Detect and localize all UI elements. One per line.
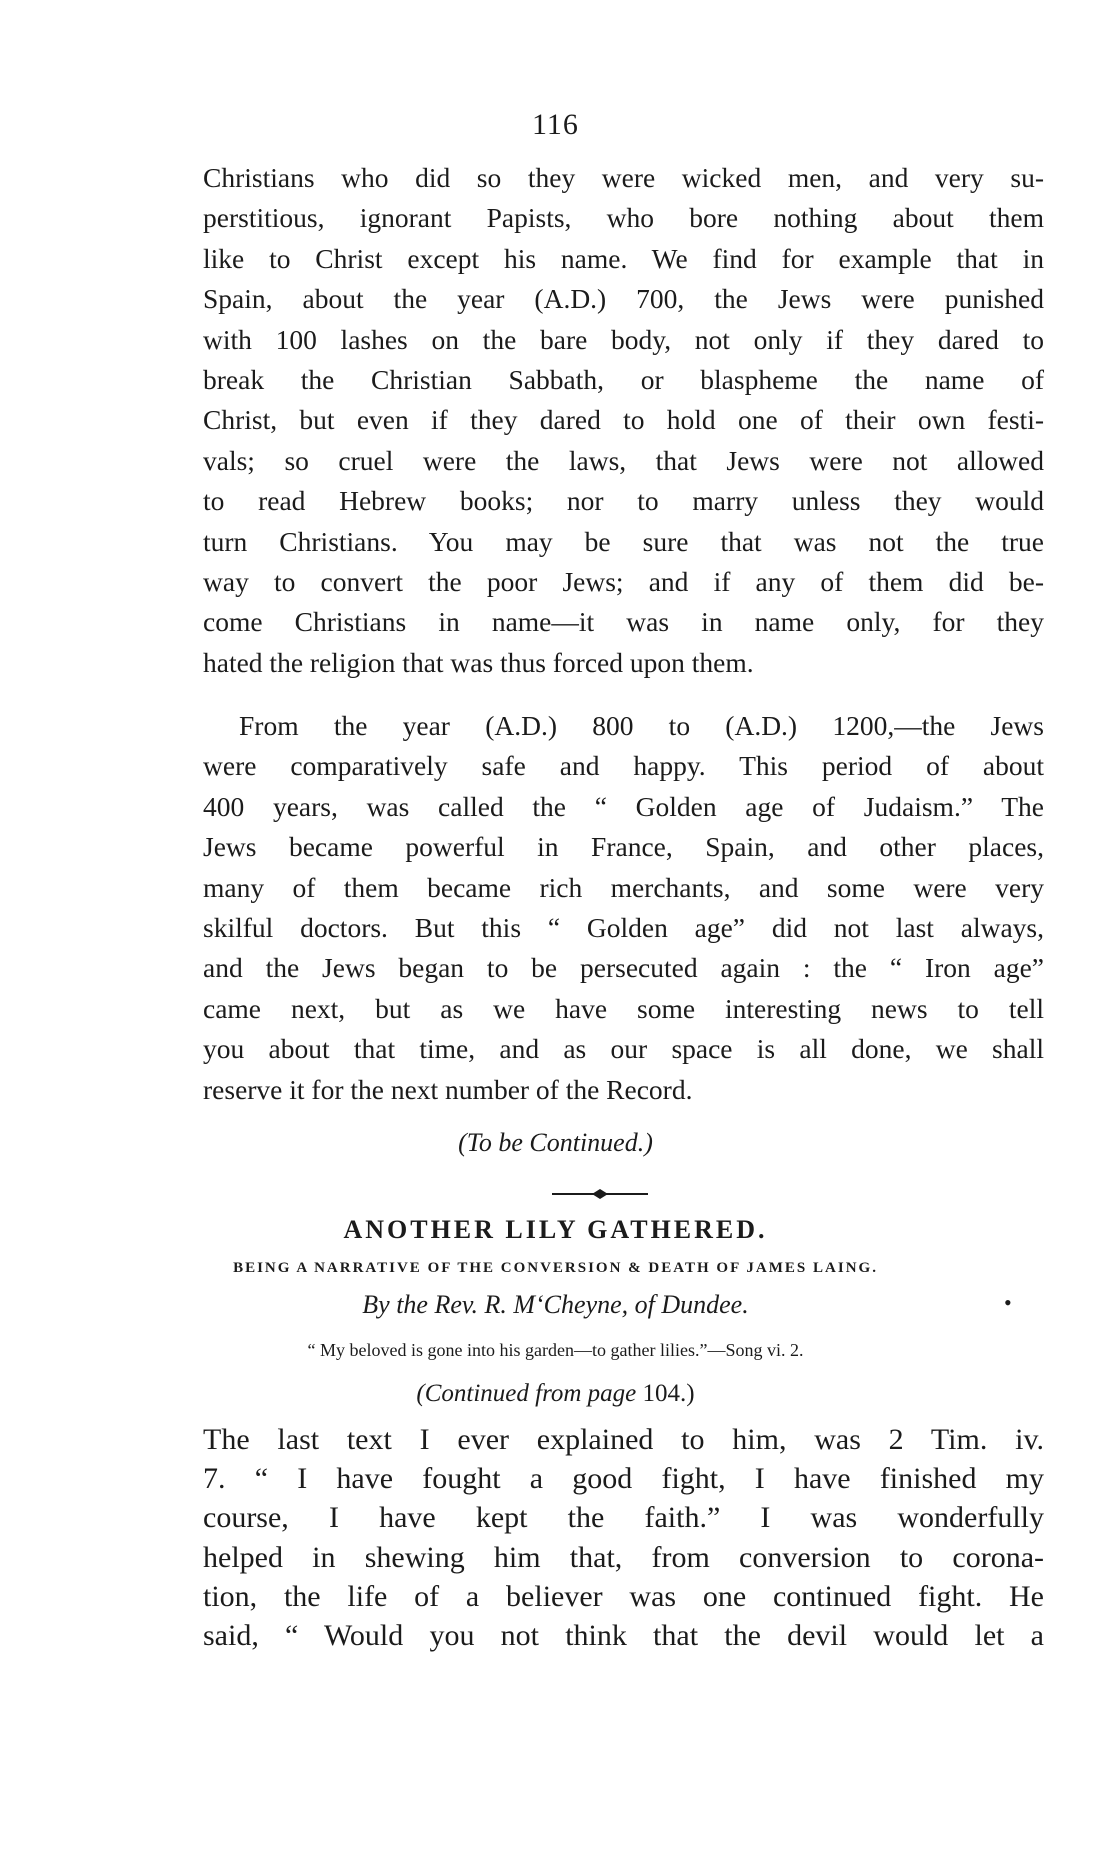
text-line: like to Christ except his name. We find for example that in bbox=[203, 242, 1044, 274]
epigraph: “ My beloved is gone into his garden—to gather lilies.”—Song vi. 2. bbox=[307, 1340, 804, 1360]
article-subtitle: BEING A NARRATIVE OF THE CONVERSION & DEATH OF JAMES LAING. bbox=[233, 1260, 878, 1276]
ornamental-divider bbox=[552, 1188, 648, 1200]
text-line: Christ, but even if they dared to hold one of their own festi- bbox=[203, 404, 1044, 436]
bullet-mark: • bbox=[1004, 1290, 1012, 1315]
page-number: 116 bbox=[532, 108, 579, 141]
text-line: From the year (A.D.) 800 to (A.D.) 1200,—the Jews bbox=[239, 710, 1044, 741]
text-line: Jews became powerful in France, Spain, and other places, bbox=[203, 831, 1044, 863]
continued-from-label: (Continued from page bbox=[416, 1380, 637, 1407]
text-line: perstitious, ignorant Papists, who bore nothing about them bbox=[203, 202, 1044, 234]
text-line: The last text I ever explained to him, was 2 Tim. iv. bbox=[203, 1423, 1044, 1456]
paragraph-1 bbox=[203, 158, 1044, 683]
text-line: you about that time, and as our space is all done, we shall bbox=[203, 1033, 1044, 1065]
text-line: come Christians in name—it was in name only, for they bbox=[203, 606, 1044, 638]
article-byline: By the Rev. R. M‘Cheyne, of Dundee. bbox=[362, 1290, 749, 1319]
text-line: with 100 lashes on the bare body, not only if they dared to bbox=[203, 323, 1044, 355]
text-line: break the Christian Sabbath, or blaspheme the name of bbox=[203, 364, 1044, 396]
text-line: hated the religion that was thus forced upon them. bbox=[203, 646, 754, 678]
text-line: way to convert the poor Jews; and if any of them did be- bbox=[203, 566, 1044, 598]
text-line: skilful doctors. But this “ Golden age” did not last always, bbox=[203, 912, 1044, 944]
text-line: were comparatively safe and happy. This period of about bbox=[203, 750, 1044, 782]
text-line: came next, but as we have some interesting news to tell bbox=[203, 992, 1044, 1024]
text-line: reserve it for the next number of the Record. bbox=[203, 1073, 693, 1105]
text-line: turn Christians. You may be sure that was not the true bbox=[203, 525, 1044, 557]
text-line: tion, the life of a believer was one continued fight. He bbox=[203, 1579, 1044, 1613]
text-line: and the Jews began to be persecuted again : the “ Iron age” bbox=[203, 952, 1044, 984]
continued-from-page: 104.) bbox=[642, 1380, 695, 1407]
text-line: vals; so cruel were the laws, that Jews were not allowed bbox=[203, 444, 1044, 476]
continued-from-note bbox=[0, 1380, 1111, 1408]
article-paragraph bbox=[203, 1420, 1044, 1655]
text-line: said, “ Would you not think that the devil would let a bbox=[203, 1619, 1044, 1653]
text-line: many of them became rich merchants, and some were very bbox=[203, 871, 1044, 903]
text-line: Christians who did so they were wicked men, and very su- bbox=[203, 162, 1044, 193]
text-line: helped in shewing him that, from conversion to corona- bbox=[203, 1540, 1044, 1574]
text-line: 7. “ I have fought a good fight, I have finished my bbox=[203, 1462, 1044, 1496]
text-line: 400 years, was called the “ Golden age of Judaism.” The bbox=[203, 790, 1044, 822]
text-line: Spain, about the year (A.D.) 700, the Jews were punished bbox=[203, 283, 1044, 315]
text-line: to read Hebrew books; nor to marry unless they would bbox=[203, 485, 1044, 517]
paragraph-2 bbox=[203, 706, 1044, 1110]
to-be-continued-note: (To be Continued.) bbox=[458, 1128, 653, 1157]
article-title: ANOTHER LILY GATHERED. bbox=[343, 1215, 768, 1244]
text-line: course, I have kept the faith.” I was wonderfully bbox=[203, 1501, 1044, 1535]
